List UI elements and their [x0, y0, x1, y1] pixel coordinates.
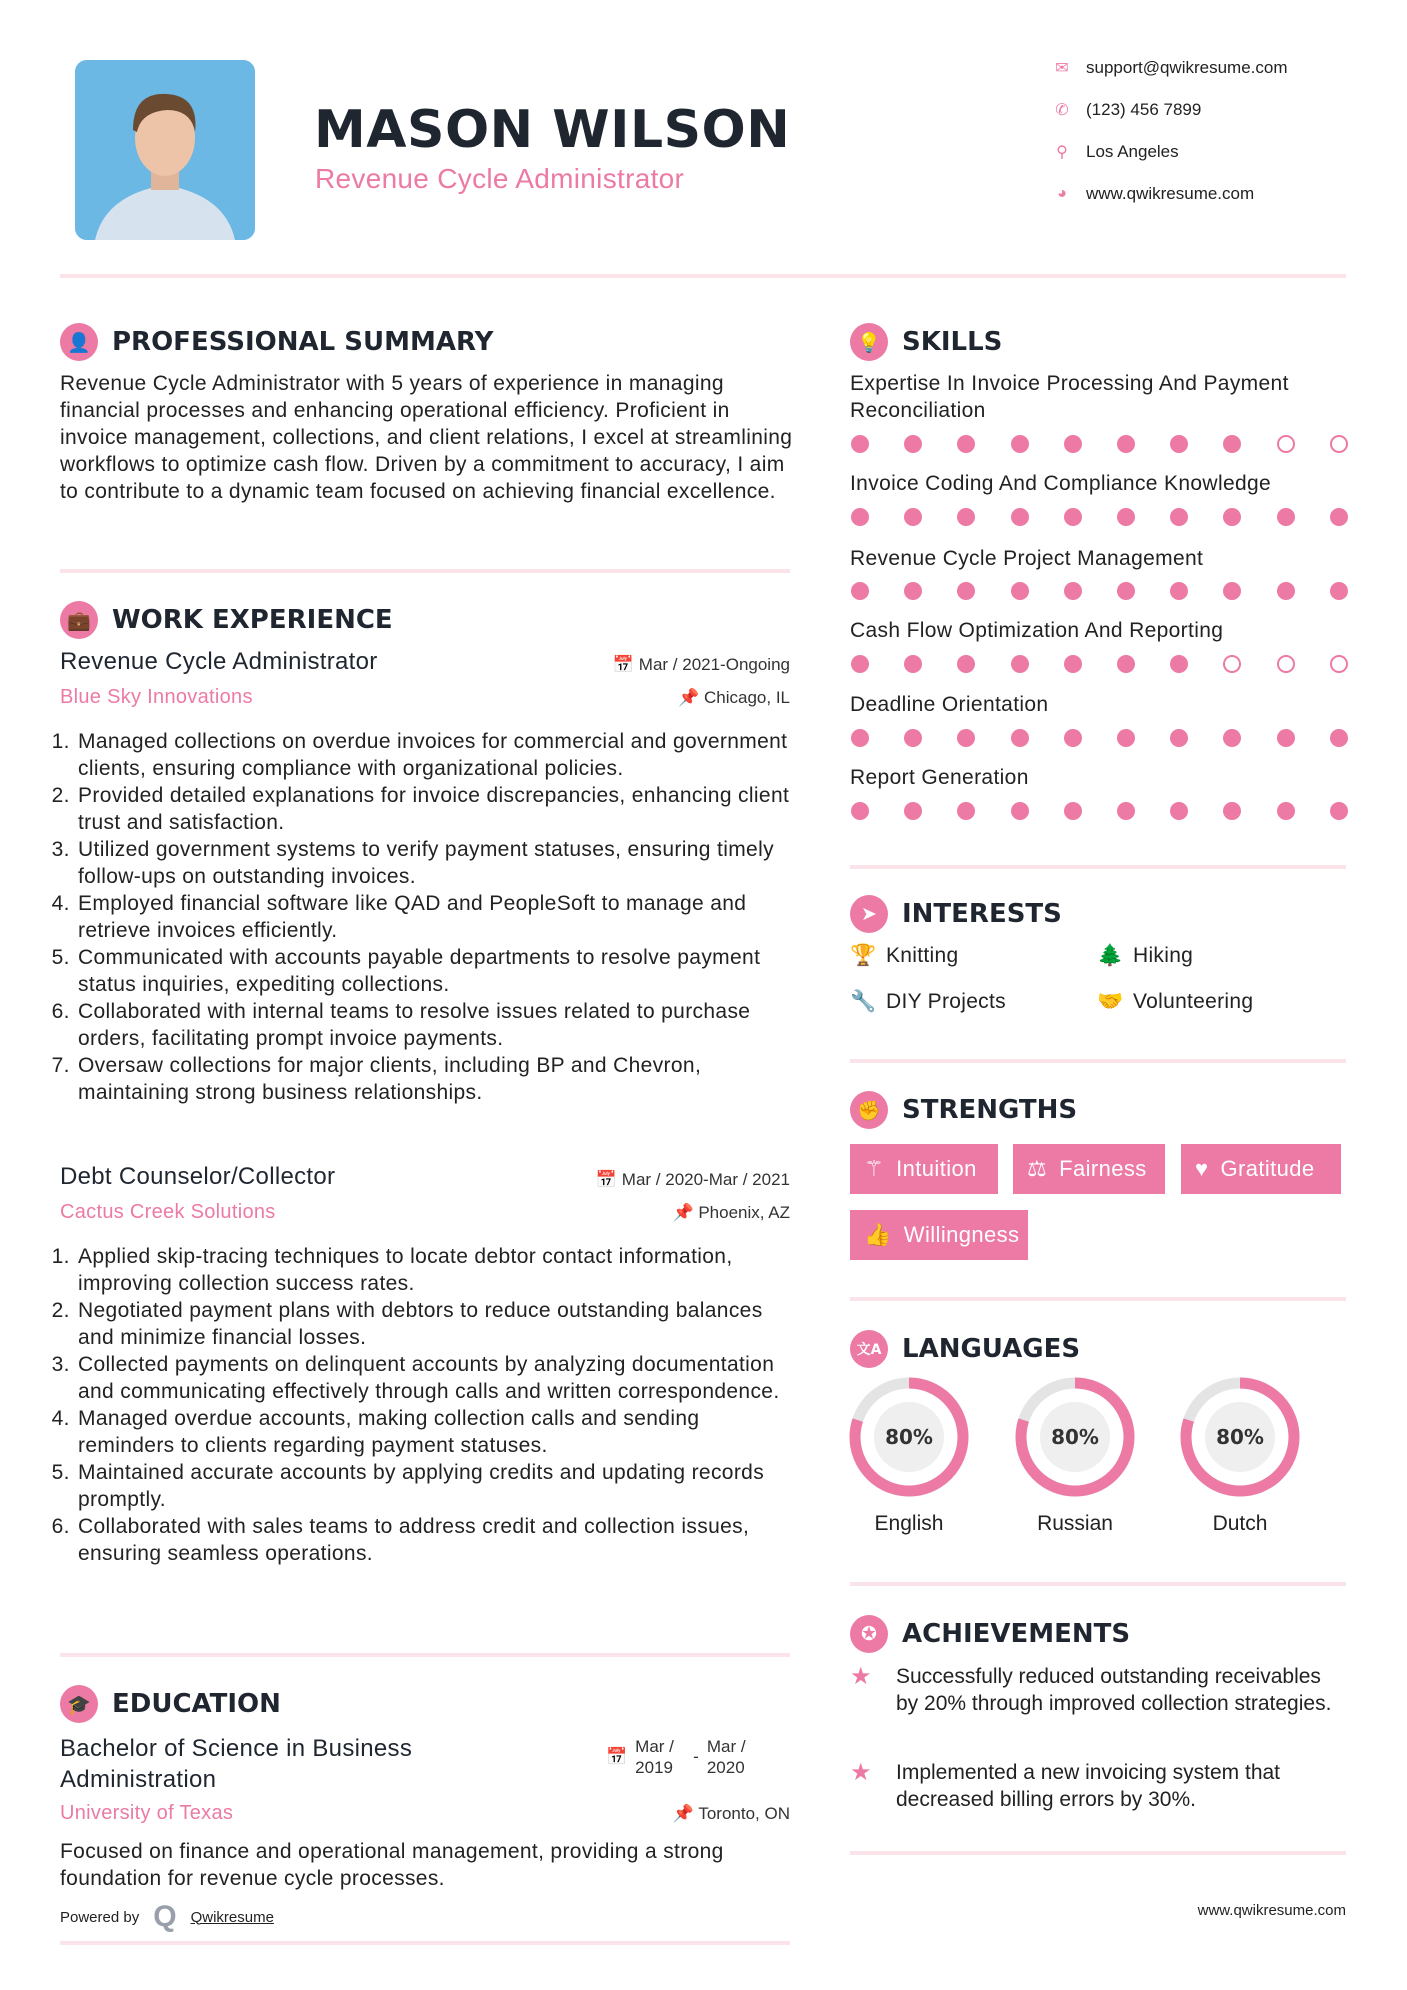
skill-dot-filled — [1277, 729, 1295, 747]
interest-item — [850, 990, 1006, 1014]
skill-dot-filled — [1330, 729, 1348, 747]
education-dates — [606, 1736, 757, 1778]
bullet-item: 2. Negotiated payment plans with debtors to reduce outstanding balances and minimize financial losses. — [76, 1297, 800, 1351]
skill-dot-filled — [1064, 508, 1082, 526]
strength-label: Gratitude — [1220, 1156, 1315, 1181]
divider — [60, 569, 790, 573]
interest-item — [850, 944, 958, 968]
skill-dot-filled — [1277, 508, 1295, 526]
star-icon: ★ — [850, 1759, 872, 1786]
translate-icon: 文A — [850, 1330, 888, 1368]
skill-dot-filled — [904, 582, 922, 600]
calendar-icon: 📅 — [606, 1747, 628, 1766]
skill-dot-filled — [957, 582, 975, 600]
pin-icon: 📌 — [678, 688, 704, 707]
contact-text: www.qwikresume.com — [1086, 184, 1255, 203]
date-separator: - — [693, 1747, 699, 1766]
skill-dot-filled — [957, 508, 975, 526]
education-text: Focused on finance and operational management, providing a strong foundation for revenue cycle processes. — [60, 1840, 724, 1890]
date-text: Mar / 2021-Ongoing — [638, 655, 790, 674]
skill-name: Deadline Orientation — [850, 693, 1049, 716]
skill-dot-filled — [1117, 729, 1135, 747]
skill-name: Report Generation — [850, 766, 1029, 789]
powered-by-text: Powered by — [60, 1908, 140, 1926]
briefcase-icon: 💼 — [60, 601, 98, 639]
skill-dot-filled — [1223, 435, 1241, 453]
achievement-text: Successfully reduced outstanding receivables by 20% through improved collection strategies. — [896, 1665, 1332, 1715]
tree-icon: 🌲 — [1097, 944, 1124, 967]
bullet-item: 3. Collected payments on delinquent accounts by analyzing documentation and communicating effectively through calls and written correspondence. — [76, 1351, 800, 1405]
interests-heading-text: INTERESTS — [902, 899, 1062, 929]
bullet-item: 7. Oversaw collections for major clients, including BP and Chevron, maintaining strong business relationships. — [76, 1052, 800, 1106]
strength-chip — [850, 1210, 1028, 1260]
skill-dot-empty — [1330, 435, 1348, 453]
divider — [60, 1653, 790, 1657]
skill-dot-filled — [904, 655, 922, 673]
map-pin-icon: ⚲ — [1056, 144, 1068, 161]
award-icon: ✪ — [850, 1615, 888, 1653]
skill-dot-empty — [1277, 655, 1295, 673]
contact-item[interactable] — [1052, 58, 1288, 78]
language-percent: 80% — [885, 1425, 933, 1449]
education-heading-text: EDUCATION — [112, 1689, 281, 1719]
interest-item — [1097, 944, 1193, 968]
skill-dot-filled — [1117, 582, 1135, 600]
skill-dot-filled — [904, 802, 922, 820]
envelope-icon: ✉ — [1055, 60, 1069, 77]
interest-label: DIY Projects — [886, 990, 1006, 1013]
skill-dot-filled — [957, 435, 975, 453]
company: Blue Sky Innovations — [60, 686, 253, 708]
job-location — [480, 1203, 790, 1223]
skill-dot-filled — [1064, 729, 1082, 747]
calendar-icon: 📅 — [612, 655, 639, 674]
skill-dot-filled — [1330, 802, 1348, 820]
skill-name: Expertise In Invoice Processing And Payment Reconciliation — [850, 372, 1289, 422]
skill-dot-filled — [1011, 582, 1029, 600]
handshake-icon: 🤝 — [1097, 990, 1124, 1013]
skill-dot-filled — [1223, 802, 1241, 820]
skill-dot-filled — [957, 655, 975, 673]
summary-text: Revenue Cycle Administrator with 5 years of experience in managing financial processes and enhancing operational efficiency. Proficient in invoice management, collections, and client relations, I excel at streamlining workflows to optimize cash flow. Driven by a commitment to accuracy, I aim to contribute to a dynamic team focused on achieving financial excellence. — [60, 372, 793, 503]
language-percent: 80% — [1051, 1425, 1099, 1449]
achievement-item — [850, 1663, 1350, 1717]
interest-label: Volunteering — [1133, 990, 1254, 1013]
skill-dot-filled — [1170, 508, 1188, 526]
achievement-item — [850, 1759, 1350, 1813]
skill-dot-filled — [1064, 802, 1082, 820]
strength-chip — [1181, 1144, 1341, 1194]
strengths-heading-text: STRENGTHS — [902, 1095, 1078, 1125]
achievement-text: Implemented a new invoicing system that decreased billing errors by 30%. — [896, 1761, 1281, 1811]
skill-dot-filled — [1223, 729, 1241, 747]
magic-wand-icon: ⚚ — [864, 1156, 885, 1181]
bullet-item: 1. Managed collections on overdue invoices for commercial and government clients, ensuring compliance with organizational policies. — [76, 728, 800, 782]
interest-item — [1097, 990, 1253, 1014]
contact-text: Los Angeles — [1086, 142, 1179, 161]
location-text: Toronto, ON — [698, 1804, 790, 1823]
pin-icon: 📌 — [672, 1203, 699, 1222]
education-heading — [60, 1685, 281, 1723]
skill-dot-filled — [1170, 655, 1188, 673]
skill-dot-filled — [1011, 435, 1029, 453]
skill-dot-filled — [1330, 582, 1348, 600]
strength-label: Fairness — [1059, 1156, 1147, 1181]
pin-icon: 📌 — [672, 1804, 699, 1823]
skill-dot-filled — [1011, 802, 1029, 820]
strength-chip — [850, 1144, 998, 1194]
company: Cactus Creek Solutions — [60, 1201, 276, 1223]
skill-name: Revenue Cycle Project Management — [850, 547, 1204, 570]
trophy-icon: 🏆 — [850, 944, 877, 967]
skill-dot-filled — [1064, 655, 1082, 673]
thumbs-up-icon: 👍 — [864, 1222, 892, 1247]
skill-dot-filled — [1064, 435, 1082, 453]
bullet-item: 6. Collaborated with sales teams to address credit and collection issues, ensuring seamless operations. — [76, 1513, 800, 1567]
date-text: Mar / 2020-Mar / 2021 — [621, 1170, 790, 1189]
paper-plane-icon: ➤ — [850, 895, 888, 933]
summary-heading-text: PROFESSIONAL SUMMARY — [112, 327, 494, 357]
skill-dot-filled — [904, 508, 922, 526]
summary-heading — [60, 323, 493, 361]
language-percent: 80% — [1216, 1425, 1264, 1449]
fist-icon: ✊ — [850, 1091, 888, 1129]
languages-heading — [850, 1330, 1080, 1368]
footer-site: www.qwikresume.com — [1197, 1902, 1346, 1919]
skill-dot-filled — [1170, 582, 1188, 600]
calendar-icon: 📅 — [595, 1170, 622, 1189]
contact-item[interactable] — [1052, 100, 1201, 120]
skill-dot-filled — [1223, 582, 1241, 600]
achievements-heading — [850, 1615, 1130, 1653]
job-bullets — [58, 728, 800, 1106]
skill-dot-filled — [1117, 435, 1135, 453]
skill-dot-filled — [904, 435, 922, 453]
job-title: Debt Counselor/Collector — [60, 1163, 336, 1190]
skill-dot-filled — [1117, 802, 1135, 820]
skill-dot-filled — [1277, 582, 1295, 600]
skill-dot-filled — [851, 655, 869, 673]
candidate-title: Revenue Cycle Administrator — [315, 163, 685, 194]
skill-dot-filled — [957, 802, 975, 820]
skill-dot-filled — [851, 582, 869, 600]
bullet-item: 5. Maintained accurate accounts by applying credits and updating records promptly. — [76, 1459, 800, 1513]
divider — [850, 1582, 1346, 1586]
divider — [850, 1059, 1346, 1063]
skill-dot-filled — [1011, 655, 1029, 673]
user-icon: 👤 — [60, 323, 98, 361]
divider — [850, 1851, 1346, 1855]
divider — [850, 1297, 1346, 1301]
skills-heading — [850, 323, 1002, 361]
language-ring — [1178, 1375, 1302, 1499]
school: University of Texas — [60, 1802, 234, 1824]
skill-dot-empty — [1330, 655, 1348, 673]
skill-dot-filled — [851, 508, 869, 526]
skill-name: Cash Flow Optimization And Reporting — [850, 619, 1224, 642]
skill-dot-filled — [1223, 508, 1241, 526]
skill-dot-filled — [1117, 655, 1135, 673]
achievements-heading-text: ACHIEVEMENTS — [902, 1619, 1131, 1649]
phone-icon: ✆ — [1055, 102, 1069, 119]
skill-dot-filled — [1170, 802, 1188, 820]
experience-heading — [60, 601, 393, 639]
globe-icon: ◕ — [1057, 185, 1067, 202]
skill-dot-filled — [851, 729, 869, 747]
job-date — [480, 1170, 790, 1190]
job-date — [480, 655, 790, 675]
skill-dot-filled — [1117, 508, 1135, 526]
skill-dot-filled — [1277, 802, 1295, 820]
bullet-item: 6. Collaborated with internal teams to resolve issues related to purchase orders, facilitating prompt invoice payments. — [76, 998, 800, 1052]
bullet-item: 2. Provided detailed explanations for invoice discrepancies, enhancing client trust and satisfaction. — [76, 782, 800, 836]
skill-dot-filled — [1330, 508, 1348, 526]
contact-text: support@qwikresume.com — [1086, 58, 1288, 77]
star-icon: ★ — [850, 1663, 872, 1690]
bullet-item: 3. Utilized government systems to verify payment statuses, ensuring timely follow-ups on outstanding invoices. — [76, 836, 800, 890]
experience-heading-text: WORK EXPERIENCE — [112, 605, 393, 635]
strength-label: Willingness — [903, 1222, 1020, 1247]
degree: Bachelor of Science in Business Administration — [60, 1735, 413, 1793]
interest-label: Hiking — [1133, 944, 1194, 967]
end-date: Mar / 2020 — [706, 1737, 746, 1777]
education-location — [560, 1804, 790, 1824]
strength-label: Intuition — [896, 1156, 977, 1181]
scale-icon: ⚖ — [1027, 1156, 1048, 1181]
header-divider — [60, 274, 1346, 278]
contact-text: (123) 456 7899 — [1086, 100, 1202, 119]
skill-dot-filled — [1064, 582, 1082, 600]
skill-dot-filled — [851, 435, 869, 453]
skill-dot-filled — [957, 729, 975, 747]
skill-dot-filled — [1011, 729, 1029, 747]
skill-name: Invoice Coding And Compliance Knowledge — [850, 472, 1272, 495]
language-ring — [1013, 1375, 1137, 1499]
languages-heading-text: LANGUAGES — [902, 1334, 1081, 1364]
language-ring — [847, 1375, 971, 1499]
strength-chip — [1013, 1144, 1165, 1194]
divider — [60, 1941, 790, 1945]
skill-dot-filled — [1170, 729, 1188, 747]
job-bullets — [58, 1243, 800, 1567]
bullet-item: 4. Employed financial software like QAD and PeopleSoft to manage and retrieve invoices efficiently. — [76, 890, 800, 944]
job-title: Revenue Cycle Administrator — [60, 648, 378, 675]
skill-dot-filled — [851, 802, 869, 820]
skills-heading-text: SKILLS — [902, 327, 1003, 357]
contact-item[interactable] — [1052, 184, 1254, 204]
profile-photo — [75, 60, 255, 240]
contact-item[interactable] — [1052, 142, 1179, 162]
interests-heading — [850, 895, 1062, 933]
candidate-name: MASON WILSON — [314, 100, 791, 160]
job-location — [480, 688, 790, 708]
skill-dot-filled — [1170, 435, 1188, 453]
lightbulb-icon: 💡 — [850, 323, 888, 361]
skill-dot-filled — [904, 729, 922, 747]
skill-dot-empty — [1277, 435, 1295, 453]
graduate-icon: 🎓 — [60, 1685, 98, 1723]
qwikresume-link[interactable]: Qwikresume — [190, 1908, 274, 1926]
skill-dot-empty — [1223, 655, 1241, 673]
bullet-item: 1. Applied skip-tracing techniques to locate debtor contact information, improving collection success rates. — [76, 1243, 800, 1297]
heart-icon: ♥ — [1195, 1156, 1209, 1181]
interest-label: Knitting — [886, 944, 959, 967]
location-text: Chicago, IL — [704, 688, 790, 707]
divider — [850, 865, 1346, 869]
bullet-item: 5. Communicated with accounts payable departments to resolve payment status inquiries, expediting collections. — [76, 944, 800, 998]
language-name: Dutch — [1212, 1512, 1268, 1535]
language-name: English — [874, 1512, 944, 1535]
skill-dot-filled — [1011, 508, 1029, 526]
wrench-icon: 🔧 — [850, 990, 877, 1013]
qwikresume-logo-icon: Q — [153, 1900, 177, 1933]
start-date: Mar / 2019 — [635, 1737, 674, 1777]
powered-by — [60, 1900, 274, 1934]
language-name: Russian — [1037, 1512, 1113, 1535]
location-text: Phoenix, AZ — [698, 1203, 790, 1222]
strengths-heading — [850, 1091, 1077, 1129]
bullet-item: 4. Managed overdue accounts, making collection calls and sending reminders to clients regarding payment statuses. — [76, 1405, 800, 1459]
